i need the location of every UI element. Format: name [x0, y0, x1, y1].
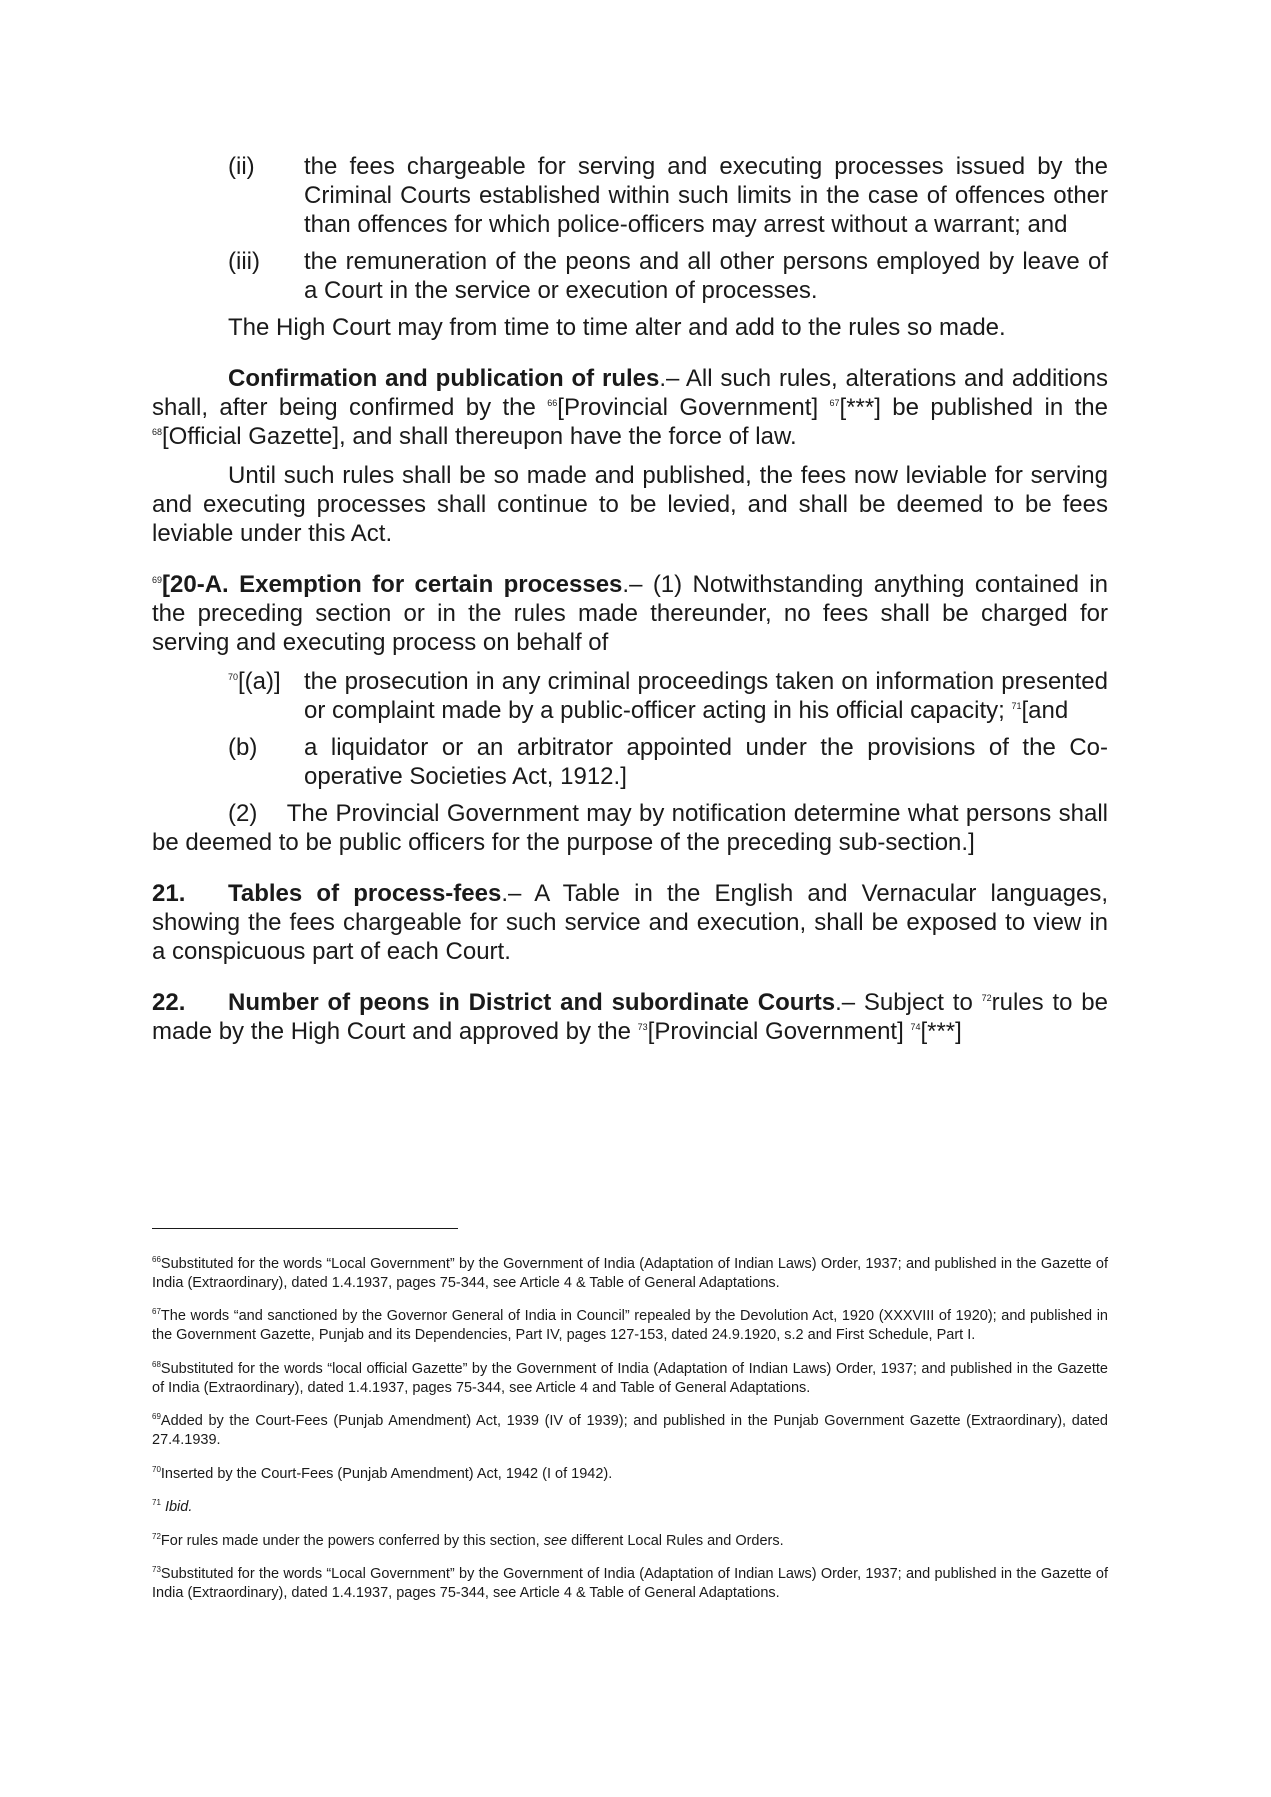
- list-item: [152, 247, 1108, 305]
- footnote: $^{66}$Substituted for the words “Local Government” by the Government of India (Adaptation of Indian Laws) Order, 1937; and published in the Gazette of India (Extraordinary), dated 1.4.1937, pages 75-344, see Article 4 & Table of General Adaptations.: [152, 1254, 1108, 1291]
- list-item: [152, 667, 1108, 725]
- footnote: $^{68}$Substituted for the words “local official Gazette” by the Government of India (Adaptation of Indian Laws) Order, 1937; and published in the Gazette of India (Extraordinary), dated 1.4.1937, pages 75-344, see Article 4 and Table of General Adaptations.: [152, 1359, 1108, 1396]
- alter-paragraph: The High Court may from time to time alter and add to the rules so made.: [228, 314, 1006, 341]
- item-text: the fees chargeable for serving and executing processes issued by the Criminal Courts established within such limits in the case of offences other than offences for which police-officers may arrest without a warrant; and: [304, 153, 1108, 238]
- confirmation-paragraph: Confirmation and publication of rules.– All such rules, alterations and additions shall, after being confirmed by the $^{66}$[Provincial Government] $^{67}$[***] be published in the $^{68}$[Official Gazette], and shall thereupon have the force of law.: [152, 365, 1108, 450]
- item-label: (b): [228, 734, 258, 761]
- document-body: [152, 152, 1108, 1056]
- footnote-ref: 69: [152, 575, 163, 585]
- footnote-ref: 74: [910, 1022, 921, 1032]
- footnote: $^{67}$The words “and sanctioned by the Governor General of India in Council” repealed by the Devolution Act, 1920 (XXXVIII of 1920); and published in the Government Gazette, Punjab and its Dependencies, Part IV, pages 127-153, dated 24.9.1920, s.2 and First Schedule, Part I.: [152, 1307, 1108, 1343]
- item-text: the prosecution in any criminal proceedings taken on information presented or complaint made by a public-officer acting in his official capacity; $^{71}$[and: [304, 668, 1108, 724]
- until-paragraph: Until such rules shall be so made and published, the fees now leviable for serving and executing processes shall continue to be levied, and shall be deemed to be fees leviable under this Act.: [152, 462, 1108, 547]
- section-22-paragraph: 22. Number of peons in District and subordinate Courts.– Subject to $^{72}$rules to be made by the High Court and approved by the $^{73}$[Provincial Government] $^{74}$[***]: [152, 989, 1108, 1045]
- item-label: (ii): [228, 153, 255, 180]
- item-text: the remuneration of the peons and all other persons employed by leave of a Court in the service or execution of processes.: [304, 248, 1108, 304]
- footnote-ref: 68: [152, 427, 163, 437]
- list-item: [152, 733, 1108, 791]
- footnote: $^{69}$Added by the Court-Fees (Punjab Amendment) Act, 1939 (IV of 1939); and published in the Punjab Government Gazette (Extraordinary), dated 27.4.1939.: [152, 1412, 1108, 1448]
- footnote: $^{70}$Inserted by the Court-Fees (Punjab Amendment) Act, 1942 (I of 1942).: [152, 1464, 613, 1482]
- item-text: a liquidator or an arbitrator appointed under the provisions of the Co-operative Societies Act, 1912.]: [304, 734, 1108, 790]
- section-20a-paragraph: $^{69}$[20-A. Exemption for certain processes.– (1) Notwithstanding anything contained in the preceding section or in the rules made thereunder, no fees shall be charged for serving and executing process on behalf of: [152, 571, 1108, 656]
- footnote-ref: 67: [829, 398, 840, 408]
- confirmation-heading: Confirmation and publication of rules: [228, 365, 660, 392]
- footnote-ref: 66: [547, 398, 558, 408]
- footnote: $^{73}$Substituted for the words “Local Government” by the Government of India (Adaptation of Indian Laws) Order, 1937; and published in the Gazette of India (Extraordinary), dated 1.4.1937, pages 75-344, see Article 4 & Table of General Adaptations.: [152, 1565, 1108, 1601]
- section-21-heading: Tables of process-fees: [228, 880, 502, 907]
- section-22-heading: Number of peons in District and subordinate Courts: [228, 989, 836, 1016]
- footnote: $^{72}$For rules made under the powers conferred by this section, see different Local Rules and Orders.: [152, 1531, 784, 1549]
- section-20a-heading: [20-A. Exemption for certain processes: [162, 571, 623, 598]
- subsection-2-paragraph: (2) The Provincial Government may by notification determine what persons shall be deemed to be public officers for the purpose of the preceding sub-section.]: [152, 800, 1108, 856]
- footnote-separator: [152, 1228, 458, 1229]
- footnote: $^{71}$ Ibid.: [152, 1498, 193, 1515]
- footnotes: [152, 1240, 1108, 1613]
- footnote-ref: 72: [981, 993, 992, 1003]
- footnote-ref: 71: [1011, 701, 1022, 711]
- item-label: (iii): [228, 248, 260, 275]
- footnote-ref: 73: [637, 1022, 648, 1032]
- section-21-paragraph: 21. Tables of process-fees.– A Table in the English and Vernacular languages, showing the fees chargeable for such service and execution, shall be exposed to view in a conspicuous part of each Court.: [152, 880, 1108, 965]
- list-item: [152, 152, 1108, 239]
- item-label: $^{70}$[(a)]: [228, 668, 281, 695]
